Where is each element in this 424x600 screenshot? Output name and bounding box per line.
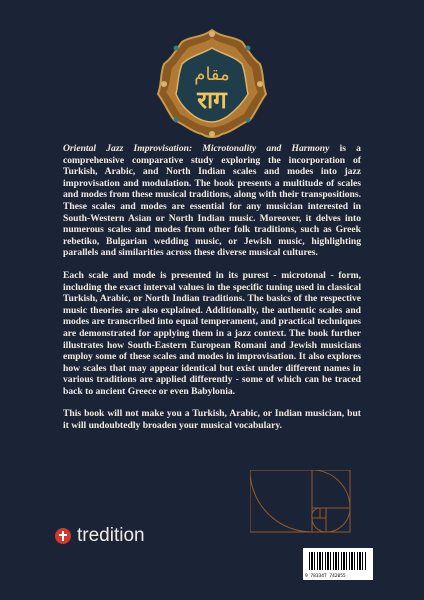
- blurb-paragraph-1-text: is a comprehensive comparative study exploring the incorporation of Turkish, Arabic, and North Indian scales and modes into jazz improvisation and modulation. The book presents a multitude of scales and modes from these musical traditions, along with their transpositions. These scales and modes are essential for any musician interested in South-Western Asian or North Indian music. Moreover, it delves into numerous scales and modes from other folk traditions, such as Greek rebetiko, Bulgarian wedding music, or Jewish music, highlighting parallels and similarities across these diverse musical cultures.: [63, 143, 361, 259]
- barcode-bars: [309, 552, 367, 570]
- emblem-arabic: مقام: [194, 64, 230, 85]
- emblem-logo: [156, 28, 268, 140]
- publisher-name: tredition: [77, 525, 145, 546]
- isbn-barcode: [303, 548, 373, 580]
- emblem-svg: [156, 28, 268, 140]
- blurb-paragraph-3: This book will not make you a Turkish, Arabic, or Indian musician, but it will undoubtedly broaden your musical vocabulary.: [63, 408, 361, 432]
- publisher-logo: [55, 525, 145, 547]
- blurb-paragraph-1: [63, 143, 361, 259]
- tredition-icon: [55, 528, 71, 544]
- blurb-paragraph-2: Each scale and mode is presented in its purest - microtonal - form, including the exact interval values in the specific tuning used in classical Turkish, Arabic, or North Indian traditions. The basics of the respective music theories are also explained. Additionally, the authentic scales and modes are transcribed into equal temperament, and practical techniques are demonstrated for applying them in a jazz context. The book further illustrates how South-Eastern European Romani and Jewish musicians employ some of these scales and modes in improvisation. It also explores how scales that may appear identical but exist under different names in various traditions are applied differently - some of which can be traced back to ancient Greece or even Babylonia.: [63, 269, 361, 397]
- emblem-devanagari: राग: [197, 86, 227, 114]
- book-title: Oriental Jazz Improvisation: Microtonality and Harmony: [63, 143, 330, 154]
- back-cover-blurb: [63, 143, 361, 443]
- barcode-digits: 9 783347 742055: [305, 574, 346, 579]
